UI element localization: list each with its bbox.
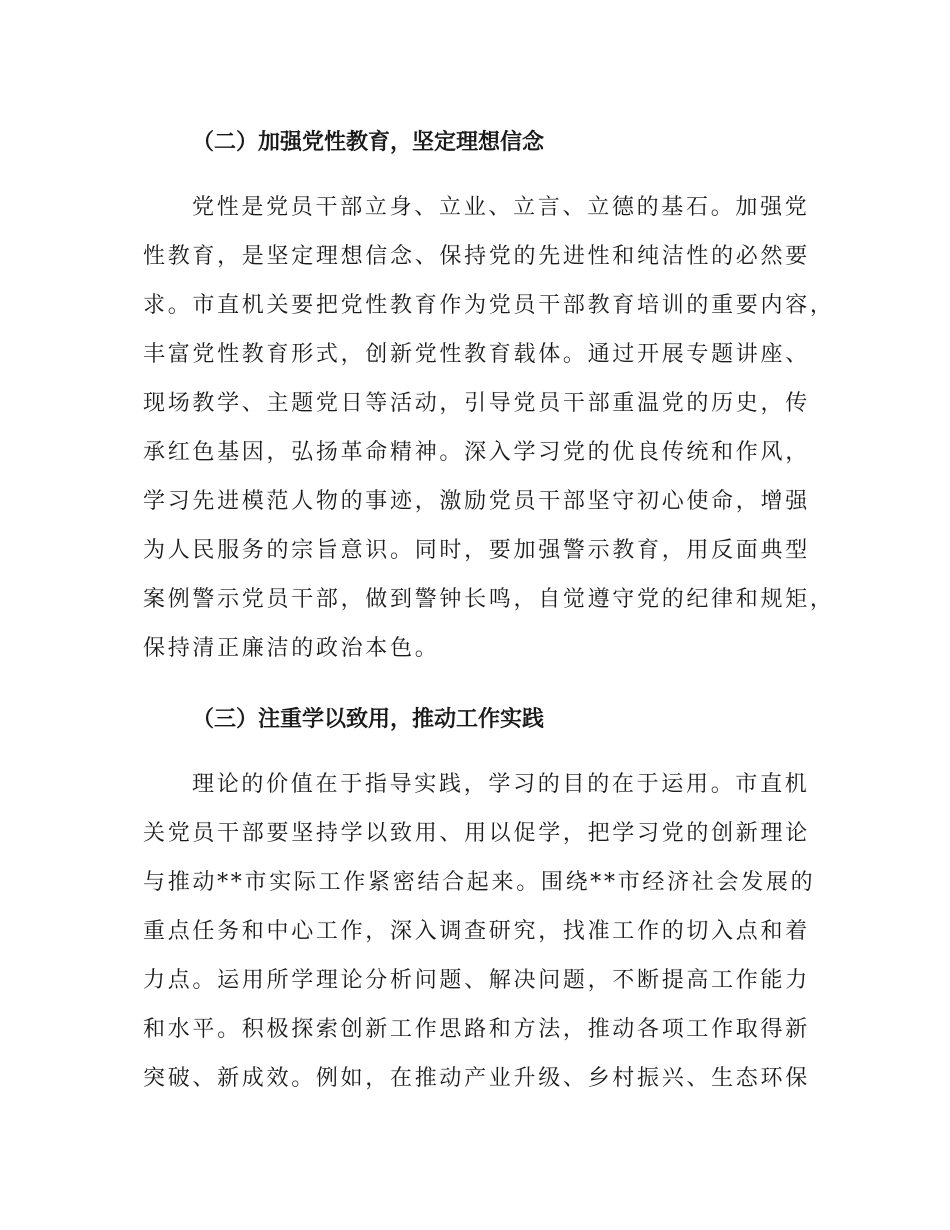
paragraph-line: 重点任务和中心工作，深入调查研究，找准工作的切入点和着 [143,919,810,944]
paragraph-line: 性教育，是坚定理想信念、保持党的先进性和纯洁性的必然要 [143,244,810,269]
paragraph-line: 丰富党性教育形式，创新党性教育载体。通过开展专题讲座、 [143,342,810,367]
paragraph-line: 党性是党员干部立身、立业、立言、立德的基石。加强党 [192,195,810,220]
paragraph-line: 力点。运用所学理论分析问题、解决问题，不断提高工作能力 [143,968,810,993]
paragraph-line: 承红色基因，弘扬革命精神。深入学习党的优良传统和作风， [143,440,810,465]
section-heading-3: （三）注重学以致用，推动工作实践 [192,707,545,732]
paragraph-line: 和水平。积极探索创新工作思路和方法，推动各项工作取得新 [143,1017,810,1042]
paragraph-line: 学习先进模范人物的事迹，激励党员干部坚守初心使命，增强 [143,489,810,514]
paragraph-line: 保持清正廉洁的政治本色。 [143,636,440,661]
paragraph-line: 与推动**市实际工作紧密结合起来。围绕**市经济社会发展的 [143,870,816,895]
paragraph-line: 现场教学、主题党日等活动，引导党员干部重温党的历史，传 [143,391,810,416]
paragraph-line: 为人民服务的宗旨意识。同时，要加强警示教育，用反面典型 [143,538,810,563]
paragraph-line: 案例警示党员干部，做到警钟长鸣，自觉遵守党的纪律和规矩， [143,587,835,612]
section-heading-2: （二）加强党性教育，坚定理想信念 [192,130,545,155]
paragraph-line: 突破、新成效。例如，在推动产业升级、乡村振兴、生态环保 [143,1066,810,1091]
paragraph-line: 求。市直机关要把党性教育作为党员干部教育培训的重要内容， [143,293,835,318]
paragraph-line: 理论的价值在于指导实践，学习的目的在于运用。市直机 [192,772,810,797]
paragraph-line: 关党员干部要坚持学以致用、用以促学，把学习党的创新理论 [143,821,810,846]
